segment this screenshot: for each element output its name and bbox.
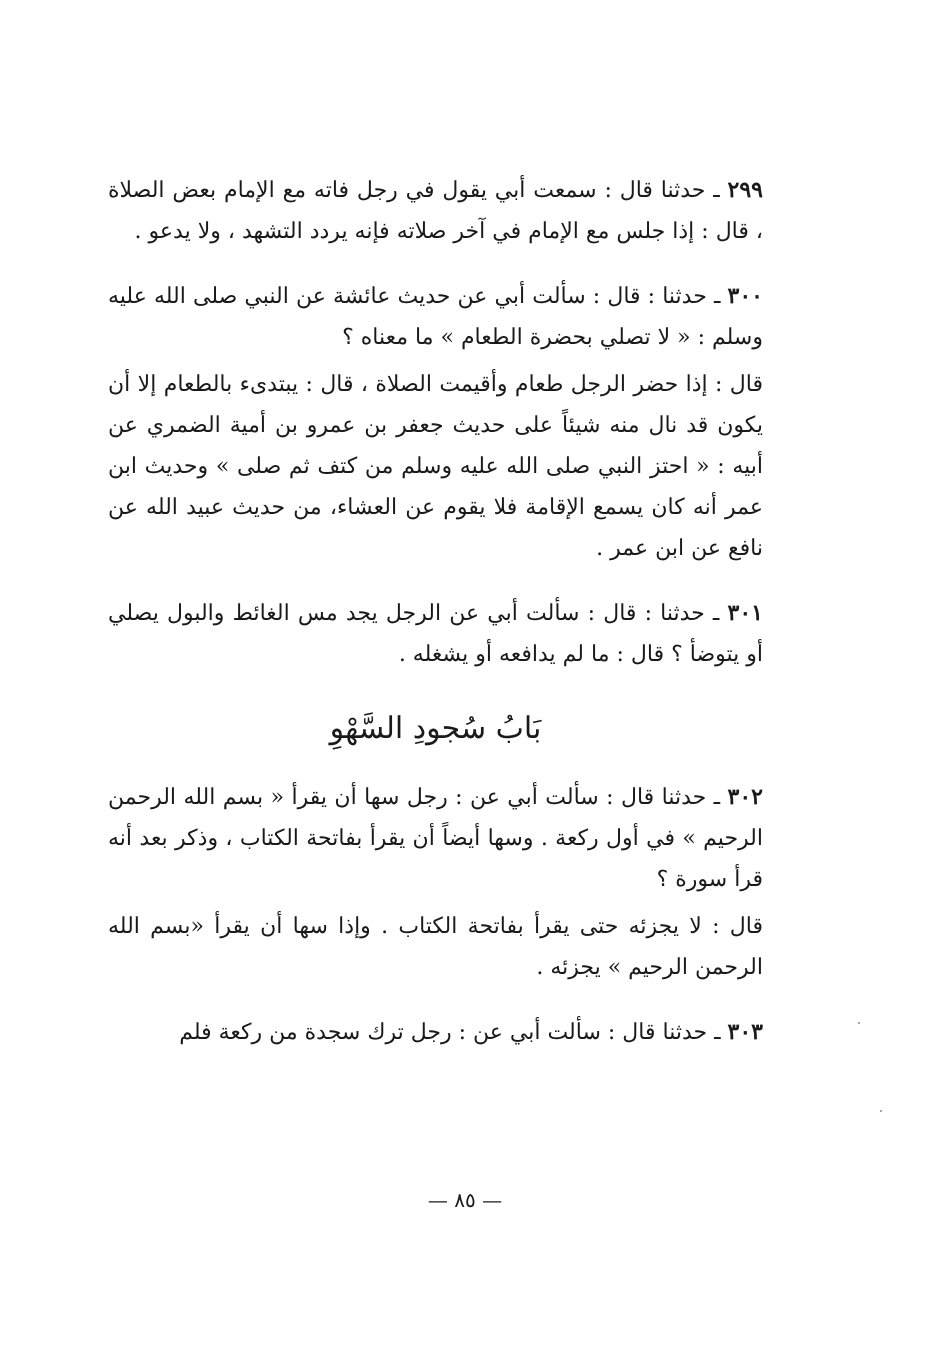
entry-text: ـ حدثنا قال : سمعت أبي يقول في رجل فاته مع الإمام بعض الصلاة ، قال : إذا جلس مع الإمام في آخر صلاته فإنه يردد التشهد ، ولا يدعو . xyxy=(108,178,763,244)
entry-299 xyxy=(108,170,763,252)
entry-text: ـ حدثنا : قال : سألت أبي عن الرجل يجد مس الغائط والبول يصلي أو يتوضأ ؟ قال : ما لم يدافعه أو يشغله . xyxy=(108,601,763,667)
entry-number: ٣٠٠ xyxy=(727,283,763,309)
section-heading: بَابُ سُجودِ السَّهْوِ xyxy=(329,711,542,746)
entry-text: ـ حدثنا قال : سألت أبي عن : رجل سها أن يقرأ « بسم الله الرحمن الرحيم » في أول ركعة . وسها أيضاً أن يقرأ بفاتحة الكتاب ، وذكر بعد أنه قرأ سورة ؟ xyxy=(108,785,763,892)
entry-301 xyxy=(108,593,763,675)
entry-number: ٣٠٣ xyxy=(727,1019,763,1045)
entry-number: ٣٠١ xyxy=(727,600,763,626)
entry-text: ـ حدثنا : قال : سألت أبي عن حديث عائشة عن النبي صلى الله عليه وسلم : « لا تصلي بحضرة الطعام » ما معناه ؟ xyxy=(108,284,763,350)
entry-300 xyxy=(108,276,763,358)
entry-300-answer xyxy=(108,364,763,569)
entry-302-answer xyxy=(108,906,763,988)
entry-continuation: قال : لا يجزئه حتى يقرأ بفاتحة الكتاب . وإذا سها أن يقرأ «بسم الله الرحمن الرحيم » يجزئه . xyxy=(108,914,763,980)
entry-number: ٣٠٢ xyxy=(727,784,763,810)
entry-302 xyxy=(108,777,763,900)
entry-303 xyxy=(108,1012,763,1053)
scan-speck xyxy=(880,1110,882,1112)
entry-continuation: قال : إذا حضر الرجل طعام وأقيمت الصلاة ، قال : يبتدىء بالطعام إلا أن يكون قد نال منه شيئاً على حديث جعفر بن عمرو بن أمية الضمري عن أبيه : « احتز النبي صلى الله عليه وسلم من كتف ثم صلى » وحديث ابن عمر أنه كان يسمع الإقامة فلا يقوم عن العشاء، من حديث عبيد الله عن نافع عن ابن عمر . xyxy=(108,372,763,561)
scan-speck xyxy=(858,1022,860,1024)
page-number: — ٨٥ — xyxy=(427,1188,503,1212)
page-body xyxy=(108,170,763,1053)
entry-text: ـ حدثنا قال : سألت أبي عن : رجل ترك سجدة من ركعة فلم xyxy=(179,1020,728,1045)
entry-number: ٢٩٩ xyxy=(727,177,763,203)
